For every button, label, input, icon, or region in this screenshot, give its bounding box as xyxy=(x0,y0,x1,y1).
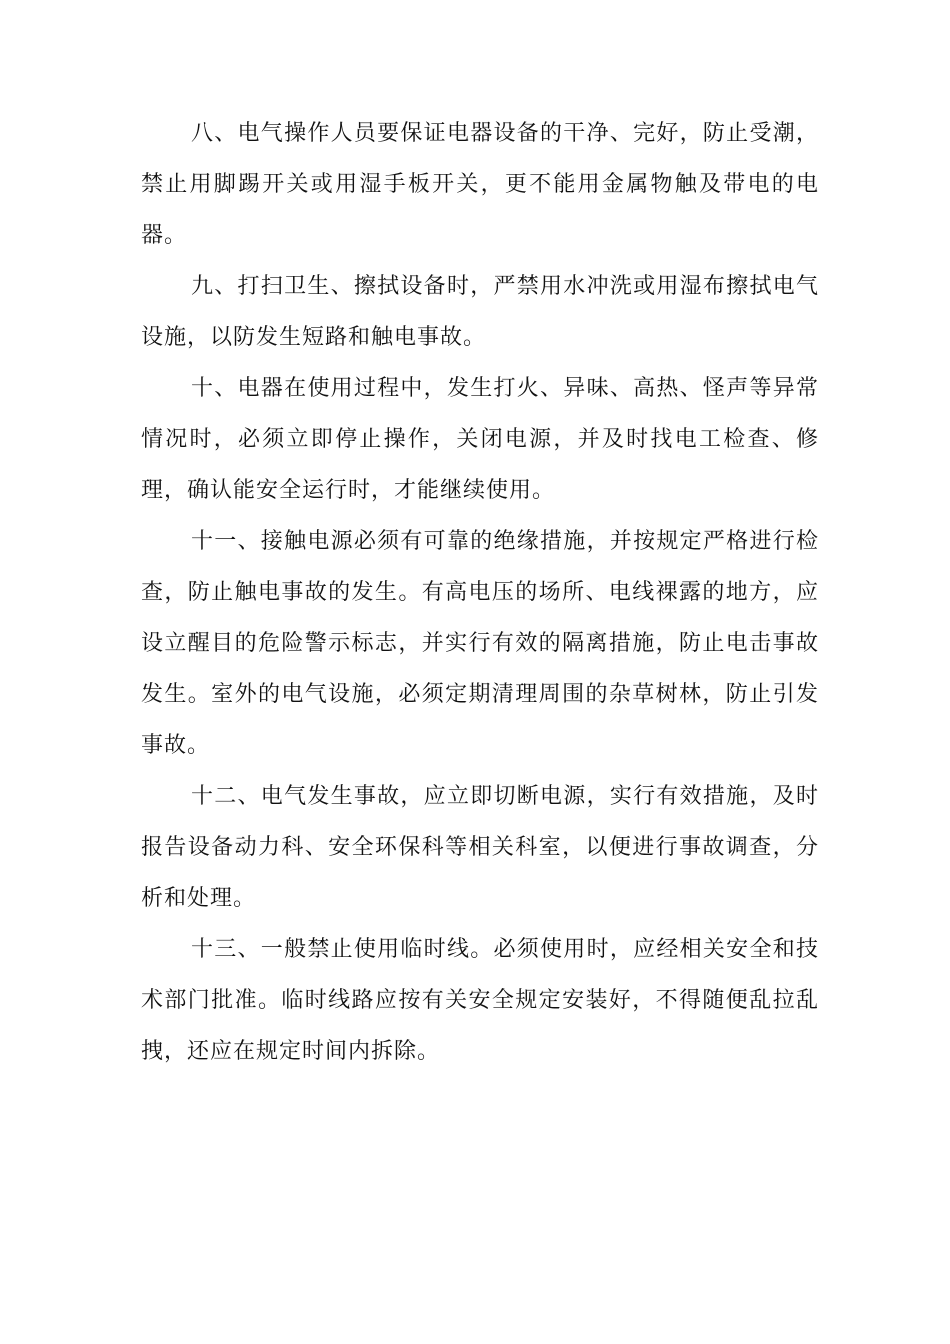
paragraph-8: 八、电气操作人员要保证电器设备的干净、完好，防止受潮，禁止用脚踢开关或用湿手板开关，更不能用金属物触及带电的电器。 xyxy=(141,121,819,248)
paragraph-9: 九、打扫卫生、擦拭设备时，严禁用水冲洗或用湿布擦拭电气设施，以防发生短路和触电事故。 xyxy=(141,274,819,350)
paragraph-10: 十、电器在使用过程中，发生打火、异味、高热、怪声等异常情况时，必须立即停止操作，关闭电源，并及时找电工检查、修理，确认能安全运行时，才能继续使用。 xyxy=(141,376,819,503)
paragraph-11: 十一、接触电源必须有可靠的绝缘措施，并按规定严格进行检查，防止触电事故的发生。有高电压的场所、电线裸露的地方，应设立醒目的危险警示标志，并实行有效的隔离措施，防止电击事故发生。室外的电气设施，必须定期清理周围的杂草树林，防止引发事故。 xyxy=(141,529,819,758)
paragraph-12: 十二、电气发生事故，应立即切断电源，实行有效措施，及时报告设备动力科、安全环保科等相关科室，以便进行事故调查，分析和处理。 xyxy=(141,784,819,911)
paragraph-13: 十三、一般禁止使用临时线。必须使用时，应经相关安全和技术部门批准。临时线路应按有关安全规定安装好，不得随便乱拉乱拽，还应在规定时间内拆除。 xyxy=(141,937,819,1064)
document-body xyxy=(141,108,819,1077)
